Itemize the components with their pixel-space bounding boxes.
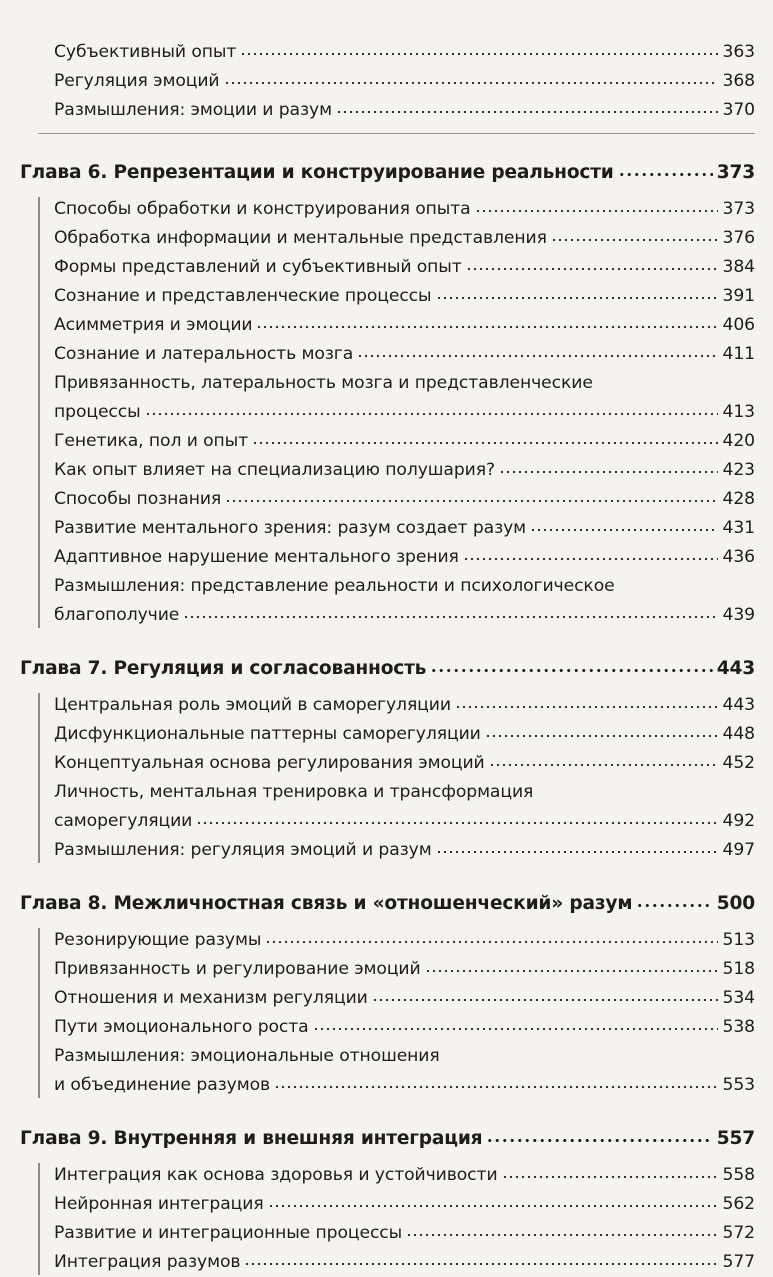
dot-leader bbox=[436, 840, 719, 855]
dot-leader bbox=[372, 988, 719, 1003]
toc-entry bbox=[54, 749, 755, 778]
entry-page-number: 577 bbox=[722, 1252, 755, 1272]
dot-leader bbox=[196, 811, 718, 826]
section-vertical-rule bbox=[38, 693, 40, 863]
toc-entry bbox=[54, 691, 755, 720]
section-entries bbox=[20, 195, 755, 630]
entry-page-number: 391 bbox=[722, 286, 755, 306]
entry-title: Формы представлений и субъективный опыт bbox=[54, 257, 462, 277]
entry-title-continued: благополучие bbox=[54, 605, 180, 625]
entry-title: Пути эмоционального роста bbox=[54, 1017, 309, 1037]
toc-entry bbox=[54, 485, 755, 514]
entry-page-number: 492 bbox=[722, 811, 755, 831]
entry-page-number: 376 bbox=[722, 228, 755, 248]
entry-title: Развитие ментального зрения: разум создает разум bbox=[54, 518, 527, 538]
toc-entry bbox=[54, 955, 755, 984]
dot-leader bbox=[224, 71, 719, 86]
dot-leader bbox=[256, 315, 718, 330]
chapter-page-number: 373 bbox=[716, 162, 755, 183]
entry-title: Обработка информации и ментальные представления bbox=[54, 228, 547, 248]
chapter-page-number: 443 bbox=[716, 658, 755, 679]
entry-page-number: 420 bbox=[722, 431, 755, 451]
entry-page-number: 406 bbox=[722, 315, 755, 335]
table-of-contents bbox=[20, 38, 755, 1277]
entry-title-continued: и объединение разумов bbox=[54, 1075, 271, 1095]
toc-entry bbox=[54, 456, 755, 485]
dot-leader bbox=[240, 42, 718, 57]
toc-entry bbox=[54, 195, 755, 224]
entry-page-number: 452 bbox=[722, 753, 755, 773]
entry-title-continued: процессы bbox=[54, 402, 141, 422]
section-vertical-rule bbox=[38, 1163, 40, 1275]
dot-leader bbox=[499, 460, 718, 475]
toc-entry bbox=[54, 926, 755, 955]
entry-page-number: 384 bbox=[722, 257, 755, 277]
section-vertical-rule bbox=[38, 197, 40, 628]
entry-page-number: 370 bbox=[722, 100, 755, 120]
entry-page-number: 423 bbox=[722, 460, 755, 480]
dot-leader bbox=[530, 518, 718, 533]
section-vertical-rule bbox=[38, 928, 40, 1098]
section-entries bbox=[20, 691, 755, 865]
dot-leader bbox=[463, 547, 719, 562]
dot-leader bbox=[430, 657, 713, 674]
entry-title: Личность, ментальная тренировка и трансформация bbox=[54, 782, 534, 802]
toc-entry bbox=[54, 1013, 755, 1042]
entry-title: Центральная роль эмоций в саморегуляции bbox=[54, 695, 451, 715]
toc-entry bbox=[54, 514, 755, 543]
entry-title: Интеграция разумов bbox=[54, 1252, 241, 1272]
toc-entry bbox=[54, 836, 755, 865]
entry-page-number: 497 bbox=[722, 840, 755, 860]
entry-page-number: 518 bbox=[722, 959, 755, 979]
entry-page-number: 373 bbox=[722, 199, 755, 219]
dot-leader bbox=[336, 100, 719, 115]
entry-title: Способы познания bbox=[54, 489, 222, 509]
dot-leader bbox=[357, 344, 718, 359]
dot-leader bbox=[183, 605, 718, 620]
dot-leader bbox=[274, 1075, 718, 1090]
entry-title-continued-row bbox=[54, 601, 755, 630]
chapter-heading bbox=[20, 889, 755, 918]
entry-page-number: 413 bbox=[722, 402, 755, 422]
entry-title-continued-row bbox=[54, 807, 755, 836]
entry-title: Размышления: эмоциональные отношения bbox=[54, 1046, 440, 1066]
dot-leader bbox=[313, 1017, 719, 1032]
dot-leader bbox=[225, 489, 718, 504]
chapter-title: Глава 6. Репрезентации и конструирование реальности bbox=[20, 162, 614, 183]
toc-entry bbox=[54, 311, 755, 340]
dot-leader bbox=[502, 1165, 719, 1180]
section-entries bbox=[20, 926, 755, 1100]
entry-title: Отношения и механизм регуляции bbox=[54, 988, 368, 1008]
dot-leader bbox=[244, 1252, 718, 1267]
toc-entry bbox=[54, 543, 755, 572]
chapter-title: Глава 8. Межличностная связь и «отношенческий» разум bbox=[20, 893, 633, 914]
dot-leader bbox=[485, 724, 719, 739]
entry-page-number: 428 bbox=[722, 489, 755, 509]
chapter-page-number: 557 bbox=[716, 1128, 755, 1149]
entry-title: Размышления: представление реальности и психологическое bbox=[54, 576, 615, 596]
entry-title: Сознание и латеральность мозга bbox=[54, 344, 354, 364]
entry-title-continued-row bbox=[54, 1071, 755, 1100]
dot-leader bbox=[406, 1223, 718, 1238]
dot-leader bbox=[268, 1194, 719, 1209]
toc-entry bbox=[54, 572, 755, 630]
section-entries bbox=[20, 1161, 755, 1277]
toc-entry bbox=[54, 1248, 755, 1277]
entry-title: Субъективный опыт bbox=[54, 42, 237, 62]
dot-leader bbox=[455, 695, 719, 710]
entry-title-continued-row bbox=[54, 398, 755, 427]
entry-title: Адаптивное нарушение ментального зрения bbox=[54, 547, 459, 567]
entry-title: Привязанность, латеральность мозга и представленческие bbox=[54, 373, 593, 393]
chapter-heading bbox=[20, 1124, 755, 1153]
entry-page-number: 443 bbox=[722, 695, 755, 715]
entry-title: Как опыт влияет на специализацию полушария? bbox=[54, 460, 495, 480]
entry-page-number: 368 bbox=[722, 71, 755, 91]
entry-page-number: 363 bbox=[722, 42, 755, 62]
toc-entry bbox=[54, 224, 755, 253]
dot-leader bbox=[466, 257, 719, 272]
entry-page-number: 538 bbox=[722, 1017, 755, 1037]
toc-entry bbox=[54, 1219, 755, 1248]
chapter-heading bbox=[20, 654, 755, 683]
entry-page-number: 448 bbox=[722, 724, 755, 744]
toc-entry bbox=[54, 1161, 755, 1190]
entry-page-number: 553 bbox=[722, 1075, 755, 1095]
chapter-page-number: 500 bbox=[716, 893, 755, 914]
entry-page-number: 411 bbox=[722, 344, 755, 364]
entry-title: Размышления: регуляция эмоций и разум bbox=[54, 840, 432, 860]
dot-leader bbox=[252, 431, 718, 446]
entry-title: Регуляция эмоций bbox=[54, 71, 220, 91]
chapter-title: Глава 9. Внутренняя и внешняя интеграция bbox=[20, 1128, 483, 1149]
dot-leader bbox=[486, 1127, 712, 1144]
toc-entry bbox=[54, 282, 755, 311]
toc-entry bbox=[54, 778, 755, 836]
toc-entry bbox=[54, 253, 755, 282]
entry-title: Концептуальная основа регулирования эмоций bbox=[54, 753, 485, 773]
dot-leader bbox=[475, 199, 719, 214]
dot-leader bbox=[425, 959, 719, 974]
dot-leader bbox=[436, 286, 719, 301]
toc-entry bbox=[54, 340, 755, 369]
entry-title: Генетика, пол и опыт bbox=[54, 431, 249, 451]
entry-page-number: 562 bbox=[722, 1194, 755, 1214]
toc-entry bbox=[54, 984, 755, 1013]
section-entries bbox=[20, 38, 755, 125]
chapter-heading bbox=[20, 158, 755, 187]
entry-title: Резонирующие разумы bbox=[54, 930, 262, 950]
toc-entry bbox=[54, 96, 755, 125]
entry-title: Интеграция как основа здоровья и устойчивости bbox=[54, 1165, 498, 1185]
entry-page-number: 572 bbox=[722, 1223, 755, 1243]
entry-title: Способы обработки и конструирования опыта bbox=[54, 199, 471, 219]
entry-title: Сознание и представленческие процессы bbox=[54, 286, 432, 306]
entry-title: Асимметрия и эмоции bbox=[54, 315, 253, 335]
dot-leader bbox=[145, 402, 719, 417]
toc-entry bbox=[54, 427, 755, 456]
entry-page-number: 436 bbox=[722, 547, 755, 567]
toc-entry bbox=[54, 1042, 755, 1100]
entry-title: Развитие и интеграционные процессы bbox=[54, 1223, 403, 1243]
entry-title-continued: саморегуляции bbox=[54, 811, 193, 831]
entry-page-number: 513 bbox=[722, 930, 755, 950]
toc-entry bbox=[54, 720, 755, 749]
toc-entry bbox=[54, 38, 755, 67]
dot-leader bbox=[265, 930, 718, 945]
dot-leader bbox=[618, 161, 713, 178]
entry-title: Нейронная интеграция bbox=[54, 1194, 264, 1214]
section-divider bbox=[38, 133, 755, 134]
toc-entry bbox=[54, 67, 755, 96]
toc-entry bbox=[54, 1190, 755, 1219]
entry-title: Дисфункциональные паттерны саморегуляции bbox=[54, 724, 481, 744]
entry-page-number: 534 bbox=[722, 988, 755, 1008]
entry-page-number: 439 bbox=[722, 605, 755, 625]
dot-leader bbox=[636, 892, 712, 909]
entry-title: Привязанность и регулирование эмоций bbox=[54, 959, 421, 979]
entry-title: Размышления: эмоции и разум bbox=[54, 100, 332, 120]
chapter-title: Глава 7. Регуляция и согласованность bbox=[20, 658, 427, 679]
entry-page-number: 431 bbox=[722, 518, 755, 538]
dot-leader bbox=[489, 753, 719, 768]
entry-page-number: 558 bbox=[722, 1165, 755, 1185]
dot-leader bbox=[551, 228, 719, 243]
toc-entry bbox=[54, 369, 755, 427]
